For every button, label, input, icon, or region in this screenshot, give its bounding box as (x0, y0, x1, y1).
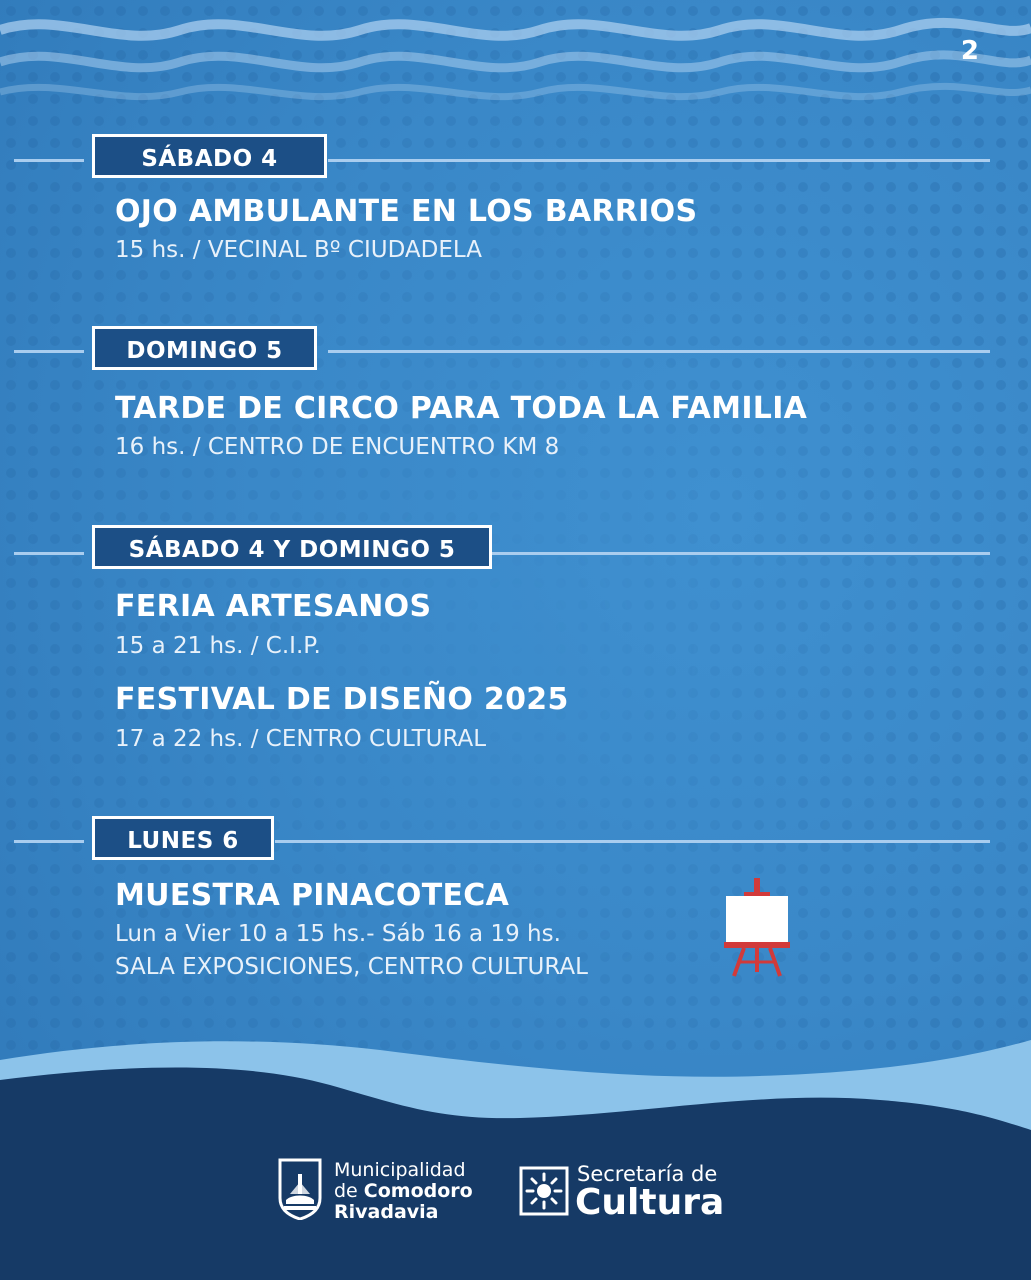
culture-logo (519, 1162, 749, 1224)
municipality-line2-prefix: de (334, 1180, 364, 1202)
municipality-line3-text: Rivadavia (334, 1201, 439, 1223)
municipality-logo (276, 1158, 491, 1224)
event-detail: 15 hs. / VECINAL Bº CIUDADELA (115, 237, 482, 263)
section-divider (14, 159, 84, 162)
day-badge-lunes-6: LUNES 6 (92, 816, 274, 860)
municipality-line2 (334, 1181, 473, 1202)
event-detail: Lun a Vier 10 a 15 hs.- Sáb 16 a 19 hs. (115, 921, 561, 947)
section-divider (328, 159, 990, 162)
event-detail: 15 a 21 hs. / C.I.P. (115, 633, 321, 659)
section-divider (275, 840, 990, 843)
day-badge-sabado-domingo: SÁBADO 4 Y DOMINGO 5 (92, 525, 492, 569)
page-number: 2 (960, 36, 979, 66)
event-detail: SALA EXPOSICIONES, CENTRO CULTURAL (115, 954, 588, 980)
municipal-shield-icon (276, 1158, 324, 1220)
event-title: TARDE DE CIRCO PARA TODA LA FAMILIA (115, 391, 808, 426)
easel-icon (722, 876, 792, 980)
event-title: FESTIVAL DE DISEÑO 2025 (115, 682, 569, 717)
section-divider (14, 350, 84, 353)
event-title: OJO AMBULANTE EN LOS BARRIOS (115, 194, 698, 229)
event-title: FERIA ARTESANOS (115, 589, 432, 624)
culture-emblem-icon (519, 1166, 569, 1216)
municipality-line3 (334, 1202, 473, 1223)
day-badge-sabado-4: SÁBADO 4 (92, 134, 327, 178)
event-detail: 17 a 22 hs. / CENTRO CULTURAL (115, 726, 487, 752)
municipality-line2-bold: Comodoro (363, 1180, 473, 1202)
municipality-line1: Municipalidad (334, 1159, 466, 1181)
secretariat-line2: Cultura (575, 1182, 725, 1223)
event-detail: 16 hs. / CENTRO DE ENCUENTRO KM 8 (115, 434, 560, 460)
footer-waves (0, 1040, 1031, 1280)
secretariat-line1: Secretaría de (577, 1162, 718, 1186)
event-title: MUESTRA PINACOTECA (115, 878, 510, 913)
section-divider (492, 552, 990, 555)
section-divider (14, 840, 84, 843)
section-divider (14, 552, 84, 555)
day-badge-domingo-5: DOMINGO 5 (92, 326, 317, 370)
section-divider (328, 350, 990, 353)
